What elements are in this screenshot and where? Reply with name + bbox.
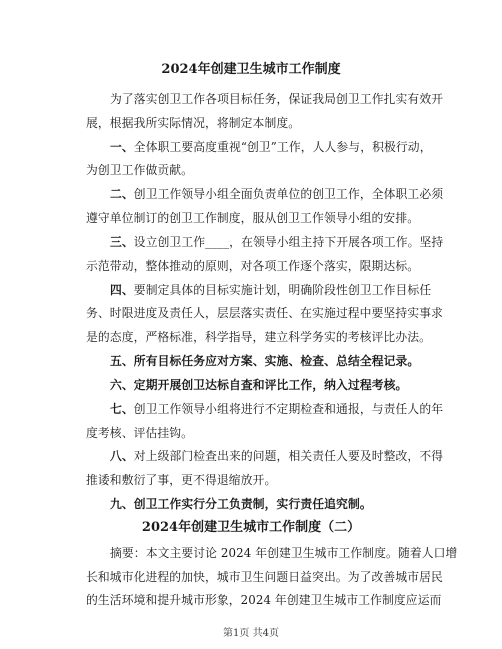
item-4-line-1	[110, 282, 444, 298]
item-8-text: 对上级部门检查出来的问题，相关责任人要及时整改，不得	[133, 449, 444, 463]
item-8-line-1	[110, 448, 444, 464]
item-7-line-2: 度考核、评估挂钩。	[86, 426, 194, 440]
item-7-label: 七、	[110, 402, 134, 416]
item-2-label: 二、	[110, 187, 134, 201]
section-2-line-1: 摘要：本文主要讨论 2024 年创建卫生城市工作制度。随着人口增	[110, 546, 458, 560]
item-3-text: 设立创卫工作____，在领导小组主持下开展各项工作。坚持	[133, 235, 444, 249]
intro-line-1: 为了落实创卫工作各项目标任务，保证我局创卫工作扎实有效开	[110, 92, 444, 106]
item-4-line-2: 务、时限进度及责任人，层层落实责任、在实施过程中要坚持实事求	[86, 306, 443, 320]
item-2-text: 创卫工作领导小组全面负责单位的创卫工作，全体职工必须	[133, 187, 444, 201]
item-1-label: 一、	[110, 140, 134, 154]
item-3-label: 三、	[110, 235, 134, 249]
item-7-text: 创卫工作领导小组将进行不定期检查和通报，与责任人的年	[133, 402, 444, 416]
item-8-label: 八、	[110, 449, 134, 463]
section-2-line-2: 长和城市化进程的加快，城市卫生问题日益突出。为了改善城市居民	[86, 570, 443, 584]
item-4-line-3: 是的态度，严格标准，科学指导，建立科学务实的考核评比办法。	[86, 330, 432, 344]
intro-line-2: 展，根据我所实际情况，将制定本制度。	[86, 116, 301, 130]
item-2-line-1	[110, 186, 444, 202]
item-1-line-2: 为创卫工作做贡献。	[86, 163, 194, 177]
item-1-line-1	[110, 139, 444, 155]
item-3-line-2: 示范带动，整体推动的原则，对各项工作逐个落实，限期达标。	[86, 259, 420, 273]
item-9-line: 九、创卫工作实行分工负责制，实行责任追究制。	[110, 497, 372, 511]
section-2-line-3: 的生活环境和提升城市形象，2024 年创建卫生城市工作制度应运而	[86, 593, 442, 607]
section-2-title: 2024年创建卫生城市工作制度（二）	[141, 520, 361, 535]
document-title: 2024年创建卫生城市工作制度	[161, 62, 341, 77]
item-7-line-1	[110, 401, 444, 417]
page-footer: 第1页 共4页	[223, 628, 279, 639]
item-4-label: 四、	[110, 283, 134, 297]
item-3-line-1	[110, 234, 444, 250]
item-6-line: 六、定期开展创卫达标自查和评比工作，纳入过程考核。	[110, 378, 408, 392]
item-5-line: 五、所有目标任务应对方案、实施、检查、总结全程记录。	[110, 354, 420, 368]
item-2-line-2: 遵守单位制订的创卫工作制度，服从创卫工作领导小组的安排。	[86, 211, 420, 225]
item-4-text: 要制定具体的目标实施计划，明确阶段性创卫工作目标任	[133, 283, 432, 297]
item-1-text: 全体职工要高度重视“创卫”工作，人人参与，积极行动，	[133, 140, 432, 154]
item-8-line-2: 推诿和敷衍了事，更不得退缩放开。	[86, 473, 277, 487]
